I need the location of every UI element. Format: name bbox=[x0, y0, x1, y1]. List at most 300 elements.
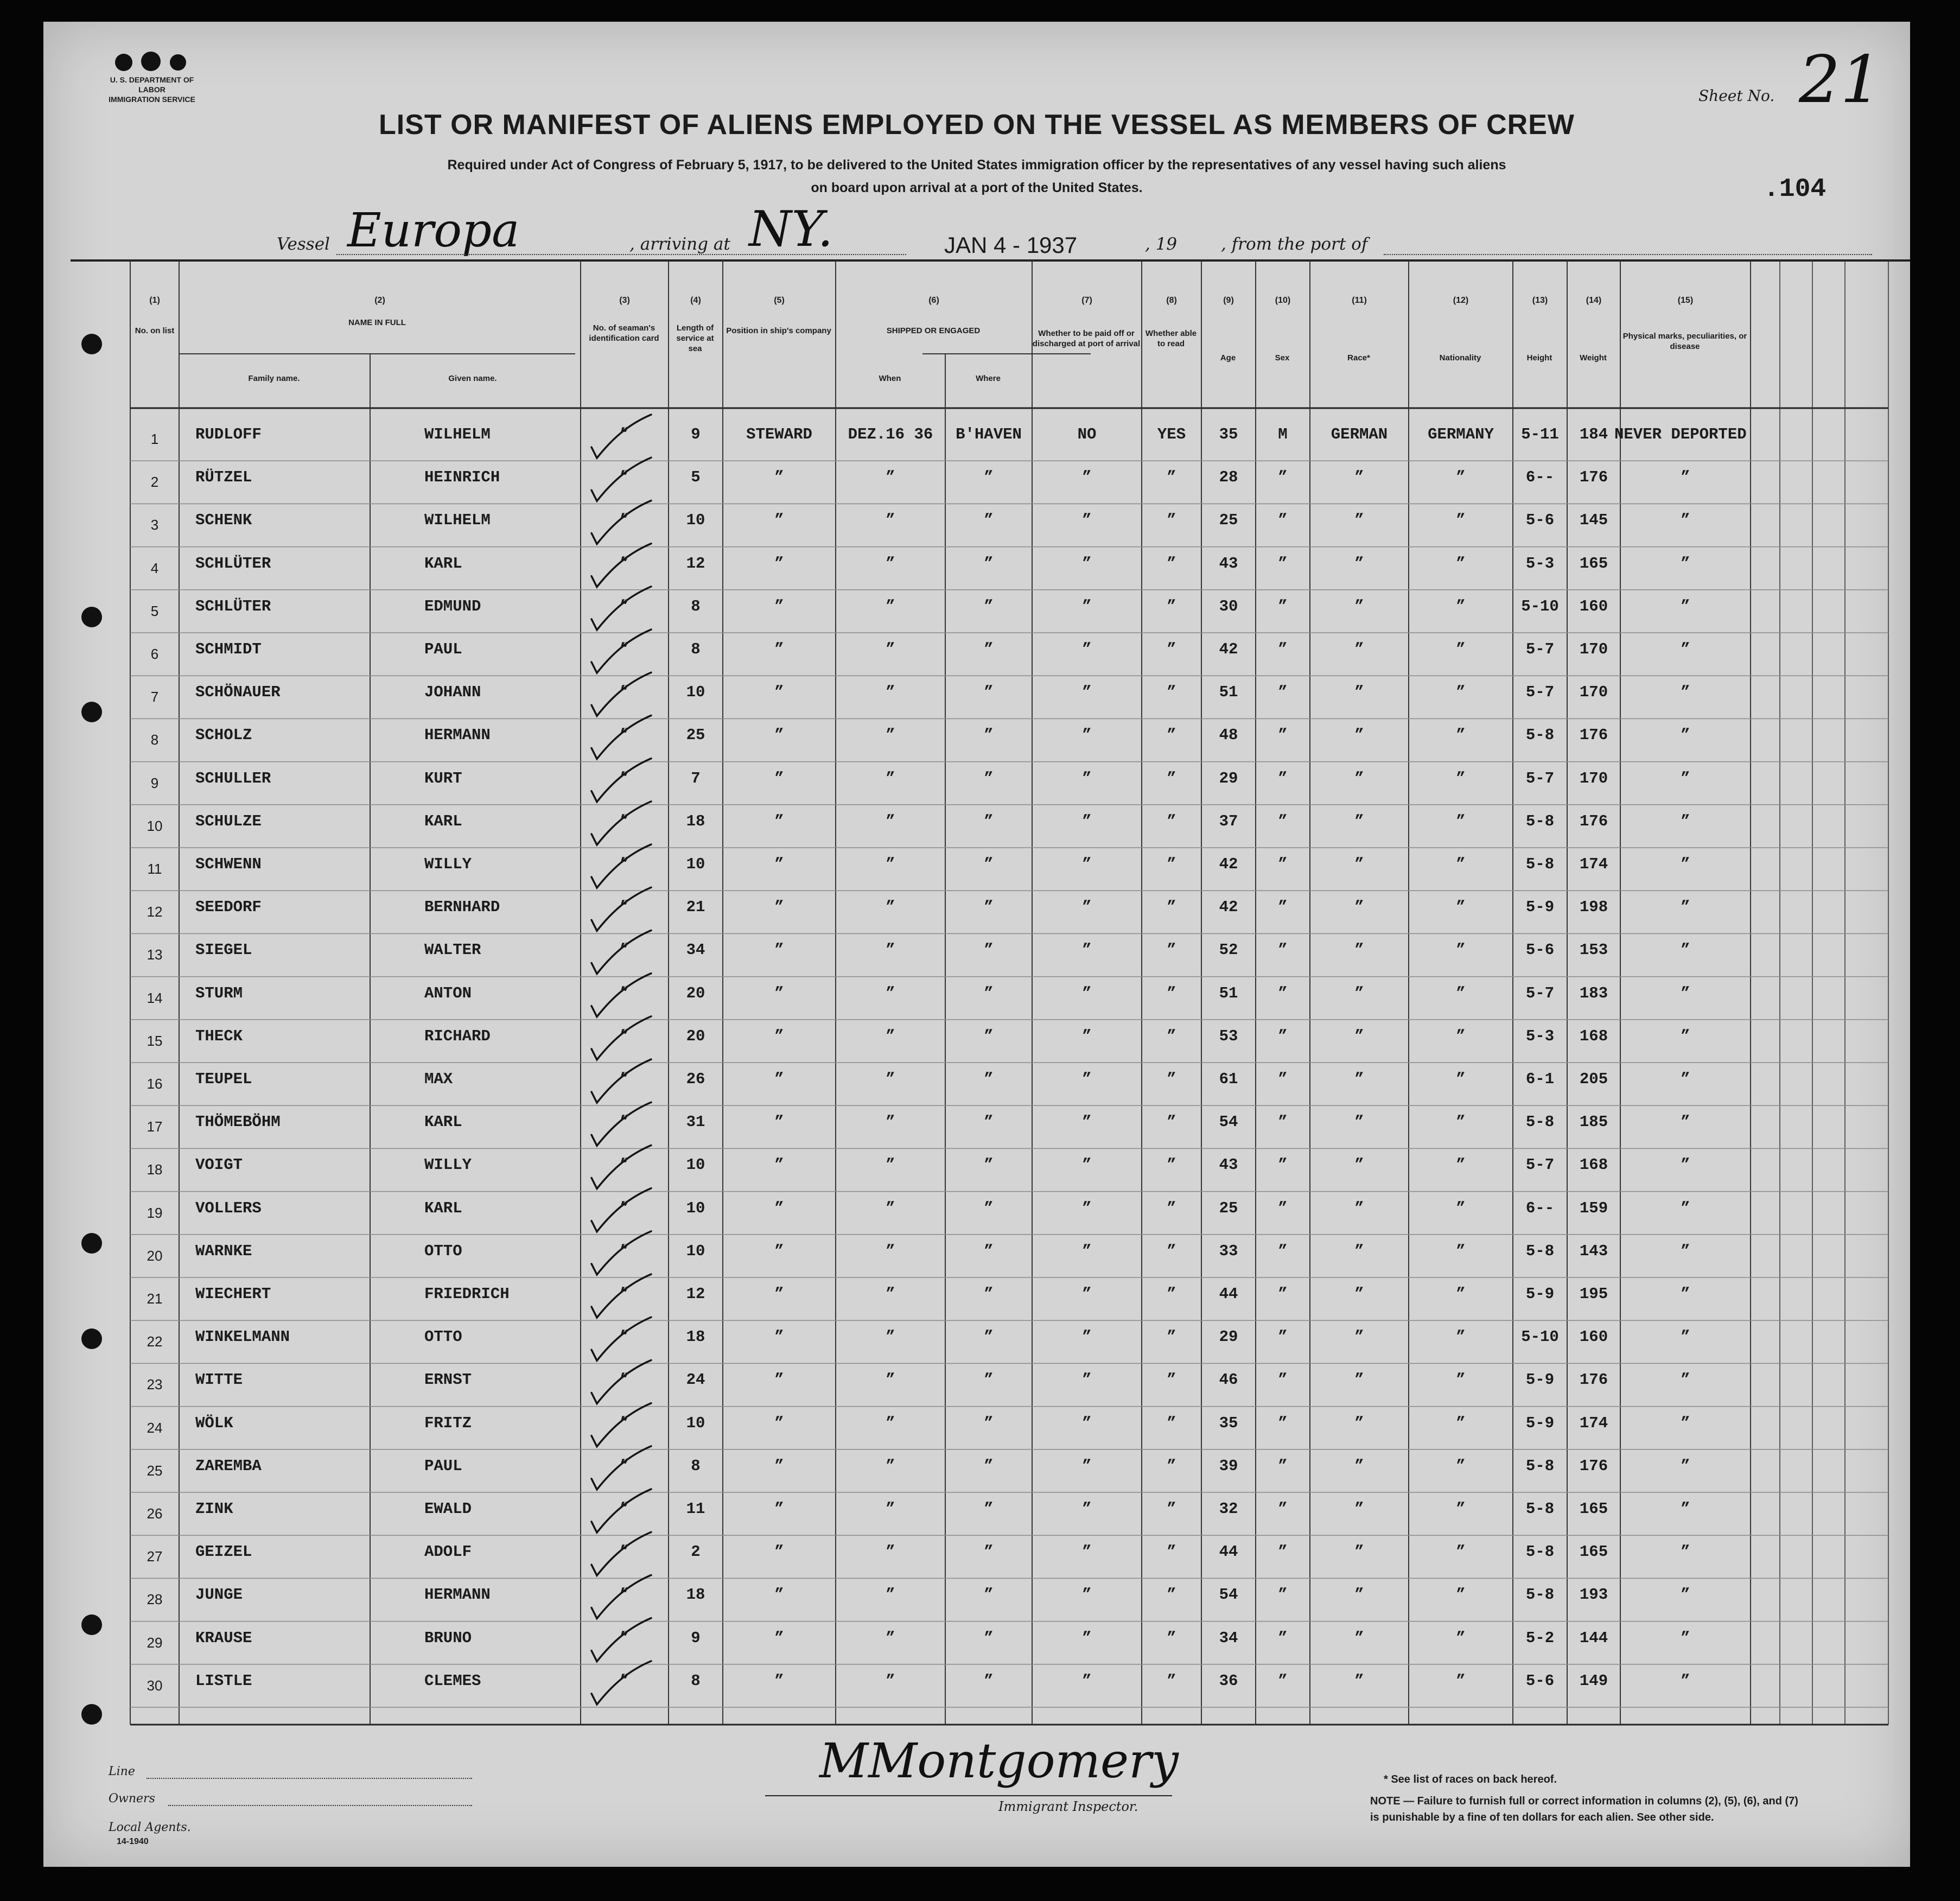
cell-when: ” bbox=[886, 1156, 895, 1174]
cell-race: ” bbox=[1354, 1543, 1364, 1561]
cell-nationality: ” bbox=[1456, 898, 1466, 917]
fine-note-2: is punishable by a fine of ten dollars for each alien. See other side. bbox=[1370, 1811, 1714, 1823]
cell-paid: ” bbox=[1082, 726, 1092, 745]
cell-age: 29 bbox=[1219, 1328, 1238, 1346]
cell-where: ” bbox=[984, 1027, 994, 1045]
fine-note-1: NOTE — Failure to furnish full or correct information in columns (2), (5), (6), and (7) bbox=[1370, 1795, 1798, 1807]
cell-read: ” bbox=[1167, 1242, 1176, 1260]
binder-hole-icon bbox=[81, 1233, 102, 1254]
cell-where: ” bbox=[984, 1457, 994, 1475]
cell-height: 5-9 bbox=[1525, 1414, 1555, 1432]
cell-height: 6-- bbox=[1525, 1199, 1555, 1217]
footer-owners-rule bbox=[168, 1805, 472, 1806]
cell-marks: ” bbox=[1681, 855, 1690, 873]
cell-height: 5-6 bbox=[1525, 1671, 1555, 1690]
cell-read: ” bbox=[1167, 1113, 1176, 1131]
cell-height: 5-6 bbox=[1525, 511, 1555, 530]
cell-given: KARL bbox=[424, 1199, 462, 1217]
cell-race: ” bbox=[1354, 511, 1364, 530]
cell-position: ” bbox=[774, 1027, 784, 1045]
cell-family: SCHWENN bbox=[195, 855, 262, 873]
cell-weight: 170 bbox=[1579, 769, 1608, 787]
column-number: (9) bbox=[1223, 296, 1234, 305]
cell-no: 24 bbox=[147, 1419, 163, 1436]
cell-paid: ” bbox=[1082, 898, 1092, 917]
cell-when: ” bbox=[886, 1586, 895, 1604]
column-number: (15) bbox=[1677, 296, 1694, 305]
cell-when: ” bbox=[886, 1199, 895, 1217]
cell-paid: ” bbox=[1082, 1500, 1092, 1518]
cell-nationality: ” bbox=[1456, 1113, 1466, 1131]
cell-family: SCHULLER bbox=[195, 769, 271, 787]
cell-position: ” bbox=[774, 511, 784, 530]
cell-paid: ” bbox=[1082, 1457, 1092, 1475]
cell-sex: ” bbox=[1278, 511, 1288, 530]
cell-read: ” bbox=[1167, 1199, 1176, 1217]
cell-no: 3 bbox=[150, 517, 159, 533]
cell-when: ” bbox=[886, 855, 895, 873]
cell-family: SCHLÜTER bbox=[195, 554, 271, 573]
cell-family: RÜTZEL bbox=[195, 468, 252, 487]
cell-when: ” bbox=[886, 640, 895, 658]
cell-weight: 145 bbox=[1579, 511, 1608, 530]
cell-race: ” bbox=[1354, 468, 1364, 487]
cell-paid: ” bbox=[1082, 812, 1092, 830]
cell-sex: M bbox=[1278, 425, 1288, 443]
cell-family: SCHÖNAUER bbox=[195, 683, 281, 702]
header-able-read: Whether able to read bbox=[1145, 329, 1197, 348]
cell-id: ” bbox=[620, 812, 629, 830]
cell-position: STEWARD bbox=[746, 425, 812, 443]
cell-id: ” bbox=[620, 941, 629, 959]
cell-age: 44 bbox=[1219, 1285, 1238, 1303]
cell-service: 7 bbox=[691, 769, 701, 787]
cell-weight: 168 bbox=[1579, 1027, 1608, 1045]
cell-position: ” bbox=[774, 984, 784, 1002]
cell-where: ” bbox=[984, 597, 994, 615]
cell-nationality: ” bbox=[1456, 1629, 1466, 1647]
cell-paid: ” bbox=[1082, 1328, 1092, 1346]
cell-where: ” bbox=[984, 898, 994, 917]
header-id-card: No. of seaman's identification card bbox=[589, 323, 659, 343]
cell-given: HERMANN bbox=[424, 726, 491, 745]
column-number: (2) bbox=[374, 296, 385, 305]
cell-service: 25 bbox=[686, 726, 705, 745]
cell-height: 5-7 bbox=[1525, 769, 1555, 787]
cell-no: 30 bbox=[147, 1677, 163, 1694]
cell-when: ” bbox=[886, 1671, 895, 1690]
cell-age: 61 bbox=[1219, 1070, 1238, 1088]
sheet-label: Sheet No. bbox=[1698, 87, 1775, 105]
cell-marks: ” bbox=[1681, 683, 1690, 702]
cell-service: 24 bbox=[686, 1371, 705, 1389]
cell-weight: 170 bbox=[1579, 683, 1608, 702]
cell-no: 19 bbox=[147, 1204, 163, 1221]
cell-marks: ” bbox=[1681, 1543, 1690, 1561]
cell-height: 5-8 bbox=[1525, 1457, 1555, 1475]
cell-given: ERNST bbox=[424, 1371, 472, 1389]
cell-paid: ” bbox=[1082, 640, 1092, 658]
cell-read: ” bbox=[1167, 812, 1176, 830]
cell-service: 26 bbox=[686, 1070, 705, 1088]
cell-marks: ” bbox=[1681, 1671, 1690, 1690]
cell-weight: 195 bbox=[1579, 1285, 1608, 1303]
binder-hole-icon bbox=[81, 1614, 102, 1635]
cell-service: 12 bbox=[686, 554, 705, 573]
cell-height: 5-3 bbox=[1525, 554, 1555, 573]
cell-race: ” bbox=[1354, 640, 1364, 658]
cell-position: ” bbox=[774, 1500, 784, 1518]
cell-race: ” bbox=[1354, 1500, 1364, 1518]
cell-weight: 198 bbox=[1579, 898, 1608, 917]
cell-marks: ” bbox=[1681, 1285, 1690, 1303]
cell-height: 5-7 bbox=[1525, 1156, 1555, 1174]
vessel-label: Vessel bbox=[277, 234, 330, 254]
cell-weight: 144 bbox=[1579, 1629, 1608, 1647]
cell-family: WINKELMANN bbox=[195, 1328, 290, 1346]
cell-height: 5-6 bbox=[1525, 941, 1555, 959]
cell-id: ” bbox=[620, 855, 629, 873]
cell-given: BRUNO bbox=[424, 1629, 472, 1647]
cell-position: ” bbox=[774, 554, 784, 573]
cell-no: 28 bbox=[147, 1591, 163, 1608]
cell-id: ” bbox=[620, 769, 629, 787]
cell-paid: ” bbox=[1082, 1113, 1092, 1131]
cell-position: ” bbox=[774, 855, 784, 873]
page-title: LIST OR MANIFEST OF ALIENS EMPLOYED ON THE VESSEL AS MEMBERS OF CREW bbox=[379, 109, 1575, 141]
cell-marks: ” bbox=[1681, 769, 1690, 787]
cell-read: ” bbox=[1167, 468, 1176, 487]
cell-when: DEZ.16 36 bbox=[848, 425, 933, 443]
cell-sex: ” bbox=[1278, 640, 1288, 658]
cell-race: GERMAN bbox=[1331, 425, 1388, 443]
cell-family: THÖMEBÖHM bbox=[195, 1113, 281, 1131]
cell-weight: 185 bbox=[1579, 1113, 1608, 1131]
cell-family: VOLLERS bbox=[195, 1199, 262, 1217]
cell-id: ” bbox=[620, 1371, 629, 1389]
cell-position: ” bbox=[774, 683, 784, 702]
cell-weight: 160 bbox=[1579, 597, 1608, 615]
cell-where: ” bbox=[984, 1371, 994, 1389]
cell-age: 48 bbox=[1219, 726, 1238, 745]
cell-no: 18 bbox=[147, 1161, 163, 1178]
footer-line-rule bbox=[147, 1778, 472, 1779]
cell-id: ” bbox=[620, 1414, 629, 1432]
cell-position: ” bbox=[774, 597, 784, 615]
cell-age: 36 bbox=[1219, 1671, 1238, 1690]
cell-read: ” bbox=[1167, 1586, 1176, 1604]
cell-read: ” bbox=[1167, 1629, 1176, 1647]
cell-age: 43 bbox=[1219, 1156, 1238, 1174]
cell-sex: ” bbox=[1278, 1199, 1288, 1217]
cell-marks: ” bbox=[1681, 898, 1690, 917]
cell-nationality: ” bbox=[1456, 769, 1466, 787]
cell-race: ” bbox=[1354, 812, 1364, 830]
cell-sex: ” bbox=[1278, 812, 1288, 830]
cell-read: ” bbox=[1167, 1500, 1176, 1518]
cell-when: ” bbox=[886, 898, 895, 917]
cell-service: 10 bbox=[686, 511, 705, 530]
cell-id: ” bbox=[620, 898, 629, 917]
cell-when: ” bbox=[886, 511, 895, 530]
cell-nationality: ” bbox=[1456, 1242, 1466, 1260]
cell-given: KARL bbox=[424, 812, 462, 830]
cell-sex: ” bbox=[1278, 1328, 1288, 1346]
cell-age: 44 bbox=[1219, 1543, 1238, 1561]
cell-service: 10 bbox=[686, 1242, 705, 1260]
cell-age: 53 bbox=[1219, 1027, 1238, 1045]
cell-position: ” bbox=[774, 1242, 784, 1260]
cell-id: ” bbox=[620, 1500, 629, 1518]
cell-given: PAUL bbox=[424, 1457, 462, 1475]
cell-where: ” bbox=[984, 1156, 994, 1174]
cell-paid: ” bbox=[1082, 468, 1092, 487]
cell-marks: ” bbox=[1681, 1500, 1690, 1518]
cell-nationality: ” bbox=[1456, 1543, 1466, 1561]
header-position: Position in ship's company bbox=[726, 326, 831, 335]
column-number: (1) bbox=[149, 296, 160, 305]
cell-family: WIECHERT bbox=[195, 1285, 271, 1303]
cell-height: 6-- bbox=[1525, 468, 1555, 487]
cell-marks: ” bbox=[1681, 511, 1690, 530]
cell-weight: 165 bbox=[1579, 1543, 1608, 1561]
cell-nationality: ” bbox=[1456, 1285, 1466, 1303]
cell-race: ” bbox=[1354, 898, 1364, 917]
cell-race: ” bbox=[1354, 554, 1364, 573]
cell-height: 5-3 bbox=[1525, 1027, 1555, 1045]
stamp-number: .104 bbox=[1764, 175, 1827, 204]
cell-weight: 176 bbox=[1579, 1457, 1608, 1475]
header-race: Race* bbox=[1347, 353, 1370, 363]
header-name-in-full: NAME IN FULL bbox=[348, 318, 406, 327]
cell-weight: 183 bbox=[1579, 984, 1608, 1002]
cell-read: ” bbox=[1167, 769, 1176, 787]
cell-sex: ” bbox=[1278, 597, 1288, 615]
cell-service: 18 bbox=[686, 1586, 705, 1604]
cell-height: 5-9 bbox=[1525, 1371, 1555, 1389]
cell-when: ” bbox=[886, 1285, 895, 1303]
cell-id: ” bbox=[620, 597, 629, 615]
cell-weight: 184 bbox=[1579, 425, 1608, 443]
header-when: When bbox=[879, 374, 901, 383]
cell-age: 37 bbox=[1219, 812, 1238, 830]
cell-family: RUDLOFF bbox=[195, 425, 262, 443]
cell-when: ” bbox=[886, 683, 895, 702]
cell-position: ” bbox=[774, 1199, 784, 1217]
cell-no: 22 bbox=[147, 1333, 163, 1350]
cell-age: 42 bbox=[1219, 640, 1238, 658]
cell-race: ” bbox=[1354, 683, 1364, 702]
cell-no: 26 bbox=[147, 1505, 163, 1522]
cell-when: ” bbox=[886, 597, 895, 615]
cell-paid: ” bbox=[1082, 941, 1092, 959]
cell-nationality: ” bbox=[1456, 683, 1466, 702]
cell-service: 20 bbox=[686, 984, 705, 1002]
header-shipped: SHIPPED OR ENGAGED bbox=[886, 326, 981, 335]
cell-no: 27 bbox=[147, 1548, 163, 1565]
cell-where: ” bbox=[984, 726, 994, 745]
cell-height: 5-8 bbox=[1525, 1242, 1555, 1260]
cell-race: ” bbox=[1354, 1199, 1364, 1217]
cell-service: 11 bbox=[686, 1500, 705, 1518]
cell-paid: ” bbox=[1082, 1543, 1092, 1561]
cell-id: ” bbox=[620, 726, 629, 745]
cell-service: 34 bbox=[686, 941, 705, 959]
cell-nationality: ” bbox=[1456, 1414, 1466, 1432]
binder-hole-icon bbox=[81, 607, 102, 627]
cell-where: ” bbox=[984, 1543, 994, 1561]
cell-read: ” bbox=[1167, 1414, 1176, 1432]
cell-read: ” bbox=[1167, 898, 1176, 917]
cell-position: ” bbox=[774, 1070, 784, 1088]
cell-when: ” bbox=[886, 468, 895, 487]
column-number: (3) bbox=[619, 296, 630, 305]
cell-paid: ” bbox=[1082, 855, 1092, 873]
cell-age: 42 bbox=[1219, 855, 1238, 873]
footer-owners-label: Owners bbox=[109, 1792, 155, 1805]
cell-no: 29 bbox=[147, 1634, 163, 1651]
cell-age: 51 bbox=[1219, 683, 1238, 702]
cell-given: ANTON bbox=[424, 984, 472, 1002]
cell-paid: ” bbox=[1082, 1027, 1092, 1045]
cell-weight: 165 bbox=[1579, 1500, 1608, 1518]
cell-weight: 159 bbox=[1579, 1199, 1608, 1217]
manifest-sheet bbox=[43, 22, 1910, 1867]
binder-hole-icon bbox=[81, 334, 102, 354]
cell-weight: 176 bbox=[1579, 726, 1608, 745]
cell-marks: ” bbox=[1681, 1070, 1690, 1088]
cell-weight: 160 bbox=[1579, 1328, 1608, 1346]
cell-sex: ” bbox=[1278, 984, 1288, 1002]
cell-family: LISTLE bbox=[195, 1671, 252, 1690]
cell-given: WILHELM bbox=[424, 425, 491, 443]
cell-no: 4 bbox=[150, 560, 159, 576]
cell-marks: ” bbox=[1681, 554, 1690, 573]
cell-service: 2 bbox=[691, 1543, 701, 1561]
cell-given: WALTER bbox=[424, 941, 481, 959]
cell-service: 8 bbox=[691, 597, 701, 615]
cell-age: 25 bbox=[1219, 1199, 1238, 1217]
year-label: , 19 bbox=[1145, 234, 1178, 254]
cell-read: ” bbox=[1167, 597, 1176, 615]
cell-service: 10 bbox=[686, 683, 705, 702]
cell-family: ZINK bbox=[195, 1500, 233, 1518]
from-port-label: , from the port of bbox=[1221, 234, 1368, 254]
cell-sex: ” bbox=[1278, 554, 1288, 573]
cell-paid: ” bbox=[1082, 1371, 1092, 1389]
cell-weight: 165 bbox=[1579, 554, 1608, 573]
cell-age: 35 bbox=[1219, 1414, 1238, 1432]
cell-where: ” bbox=[984, 812, 994, 830]
cell-nationality: ” bbox=[1456, 1328, 1466, 1346]
cell-service: 9 bbox=[691, 425, 701, 443]
cell-nationality: ” bbox=[1456, 640, 1466, 658]
cell-age: 52 bbox=[1219, 941, 1238, 959]
cell-age: 32 bbox=[1219, 1500, 1238, 1518]
cell-service: 5 bbox=[691, 468, 701, 487]
cell-where: ” bbox=[984, 683, 994, 702]
cell-age: 54 bbox=[1219, 1586, 1238, 1604]
cell-height: 5-8 bbox=[1525, 855, 1555, 873]
column-number: (10) bbox=[1275, 296, 1291, 305]
cell-no: 6 bbox=[150, 646, 159, 662]
cell-sex: ” bbox=[1278, 1629, 1288, 1647]
cell-read: ” bbox=[1167, 1156, 1176, 1174]
cell-nationality: ” bbox=[1456, 1070, 1466, 1088]
cell-family: TEUPEL bbox=[195, 1070, 252, 1088]
cell-family: THECK bbox=[195, 1027, 243, 1045]
cell-read: ” bbox=[1167, 726, 1176, 745]
cell-race: ” bbox=[1354, 726, 1364, 745]
cell-id: ” bbox=[620, 1328, 629, 1346]
cell-no: 23 bbox=[147, 1376, 163, 1393]
cell-given: CLEMES bbox=[424, 1671, 481, 1690]
cell-height: 5-7 bbox=[1525, 984, 1555, 1002]
cell-given: HERMANN bbox=[424, 1586, 491, 1604]
header-height: Height bbox=[1526, 353, 1552, 363]
cell-family: SCHMIDT bbox=[195, 640, 262, 658]
cell-service: 8 bbox=[691, 1671, 701, 1690]
cell-when: ” bbox=[886, 1457, 895, 1475]
cell-age: 42 bbox=[1219, 898, 1238, 917]
cell-no: 21 bbox=[147, 1290, 163, 1307]
cell-when: ” bbox=[886, 1070, 895, 1088]
cell-given: KARL bbox=[424, 554, 462, 573]
footer-form-code: 14-1940 bbox=[117, 1837, 149, 1846]
cell-weight: 176 bbox=[1579, 1371, 1608, 1389]
cell-when: ” bbox=[886, 941, 895, 959]
cell-marks: ” bbox=[1681, 984, 1690, 1002]
cell-family: SCHLÜTER bbox=[195, 597, 271, 615]
cell-no: 11 bbox=[147, 861, 162, 877]
cell-read: ” bbox=[1167, 511, 1176, 530]
cell-race: ” bbox=[1354, 1457, 1364, 1475]
cell-weight: 205 bbox=[1579, 1070, 1608, 1088]
cell-id: ” bbox=[620, 1543, 629, 1561]
sheet-number: 21 bbox=[1799, 42, 1882, 118]
header-given-name: Given name. bbox=[448, 374, 497, 383]
header-no-on-list: No. on list bbox=[135, 326, 175, 335]
cell-sex: ” bbox=[1278, 1113, 1288, 1131]
cell-marks: ” bbox=[1681, 1156, 1690, 1174]
cell-paid: ” bbox=[1082, 1586, 1092, 1604]
cell-sex: ” bbox=[1278, 1027, 1288, 1045]
cell-service: 10 bbox=[686, 855, 705, 873]
cell-position: ” bbox=[774, 941, 784, 959]
cell-given: BERNHARD bbox=[424, 898, 500, 917]
cell-read: YES bbox=[1157, 425, 1186, 443]
cell-age: 28 bbox=[1219, 468, 1238, 487]
cell-age: 46 bbox=[1219, 1371, 1238, 1389]
cell-position: ” bbox=[774, 1629, 784, 1647]
cell-paid: ” bbox=[1082, 1285, 1092, 1303]
form-service: IMMIGRATION SERVICE bbox=[109, 95, 195, 104]
cell-where: ” bbox=[984, 1070, 994, 1088]
cell-sex: ” bbox=[1278, 1543, 1288, 1561]
cell-height: 5-8 bbox=[1525, 812, 1555, 830]
cell-given: MAX bbox=[424, 1070, 453, 1088]
cell-nationality: ” bbox=[1456, 1027, 1466, 1045]
cell-sex: ” bbox=[1278, 1285, 1288, 1303]
cell-sex: ” bbox=[1278, 726, 1288, 745]
cell-no: 20 bbox=[147, 1247, 163, 1264]
binder-hole-icon bbox=[81, 1704, 102, 1725]
cell-sex: ” bbox=[1278, 1457, 1288, 1475]
cell-when: ” bbox=[886, 769, 895, 787]
cell-when: ” bbox=[886, 1629, 895, 1647]
cell-id: ” bbox=[620, 468, 629, 487]
cell-service: 10 bbox=[686, 1199, 705, 1217]
